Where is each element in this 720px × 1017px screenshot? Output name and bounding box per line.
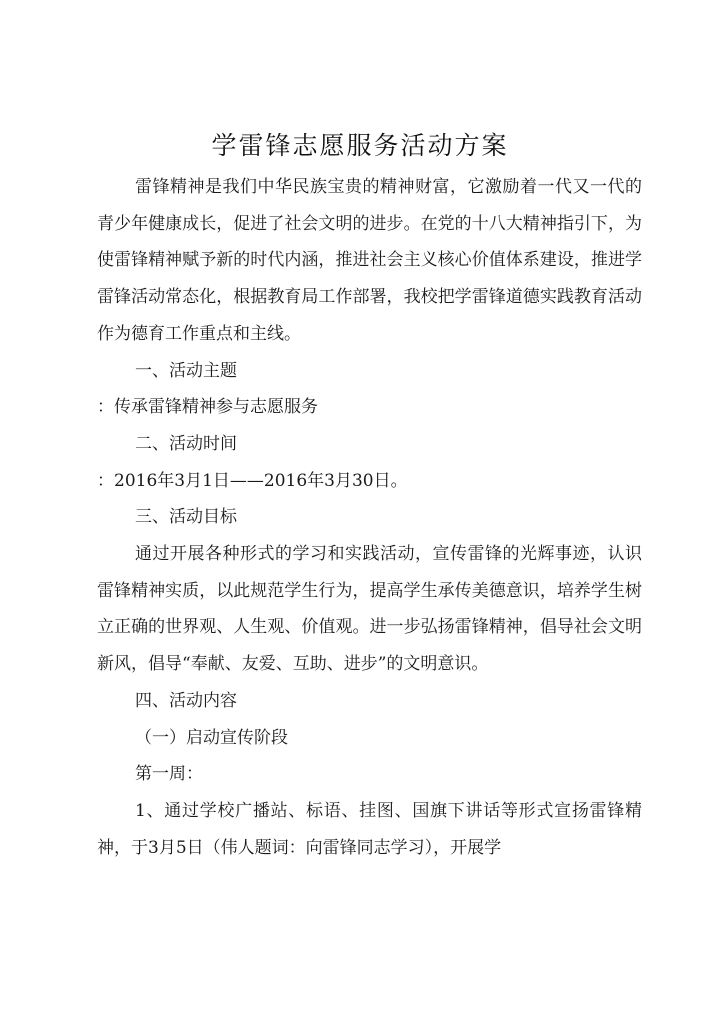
subsection-heading-launch: （一）启动宣传阶段 [135, 727, 288, 748]
section-heading-goals: 三、活动目标 [135, 507, 237, 528]
section-heading-time: 二、活动时间 [135, 433, 237, 454]
theme-paragraph: ：传承雷锋精神参与志愿服务 [97, 397, 318, 418]
time-paragraph: ：2016年3月1日——2016年3月30日。 [97, 470, 408, 491]
document-body [97, 169, 642, 866]
section-heading-theme: 一、活动主题 [135, 360, 237, 381]
intro-paragraph: 雷锋精神是我们中华民族宝贵的精神财富，它激励着一代又一代的青少年健康成长，促进了社会文明的进步。在党的十八大精神指引下，为使雷锋精神赋予新的时代内涵，推进社会主义核心价值体系建设，推进学雷锋活动常态化，根据教育局工作部署，我校把学雷锋道德实践教育活动作为德育工作重点和主线。 [97, 177, 642, 344]
week-one-label: 第一周： [135, 764, 203, 785]
section-heading-content: 四、活动内容 [135, 690, 237, 711]
activity-item-1: 1、通过学校广播站、标语、挂图、国旗下讲话等形式宣扬雷锋精神，于3月5日（伟人题词：向雷锋同志学习），开展学 [97, 800, 642, 858]
document-title: 学雷锋志愿服务活动方案 [211, 131, 509, 160]
goals-paragraph: 通过开展各种形式的学习和实践活动，宣传雷锋的光辉事迹，认识雷锋精神实质，以此规范学生行为，提高学生承传美德意识，培养学生树立正确的世界观、人生观、价值观。进一步弘扬雷锋精神，倡导社会文明新风，倡导“奉献、友爱、互助、进步”的文明意识。 [97, 544, 642, 675]
